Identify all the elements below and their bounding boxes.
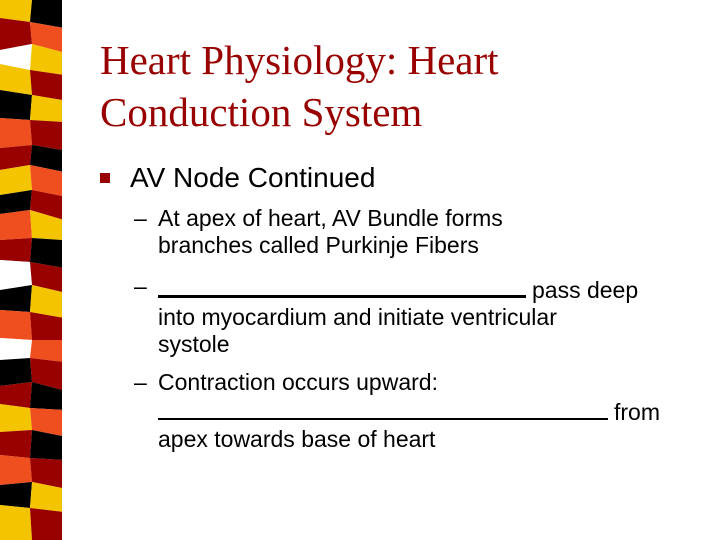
sub-bullet-1-line-2: branches called Purkinje Fibers [158,232,479,258]
blank-trailing-text: from [614,399,660,425]
decorative-stripe [0,0,70,540]
slide-title: Heart Physiology: Heart Conduction System [100,37,499,135]
fill-in-blank [158,396,608,420]
sub-bullet-3-line-3: apex towards base of heart [158,426,436,452]
sub-bullet-1-line-1: At apex of heart, AV Bundle forms [158,205,503,231]
blank-trailing-text: pass deep [532,277,639,303]
main-bullet-text: AV Node Continued [130,162,376,193]
sub-bullet-1 [134,205,694,259]
sub-bullet-2-line-3: systole [158,331,230,357]
sub-bullet-3-line-2 [134,396,694,426]
dash: – [134,273,147,299]
sub-bullet-2-line-1 [134,273,694,304]
fill-in-blank [158,273,526,298]
sub-bullet-3 [134,369,694,453]
sub-bullet-2 [134,273,694,358]
dash: – [134,205,147,231]
square-bullet-icon [100,173,110,183]
sub-bullet-3-line-1: Contraction occurs upward: [158,369,438,395]
dash: – [134,369,147,395]
sub-bullet-2-line-2: into myocardium and initiate ventricular [158,304,557,330]
